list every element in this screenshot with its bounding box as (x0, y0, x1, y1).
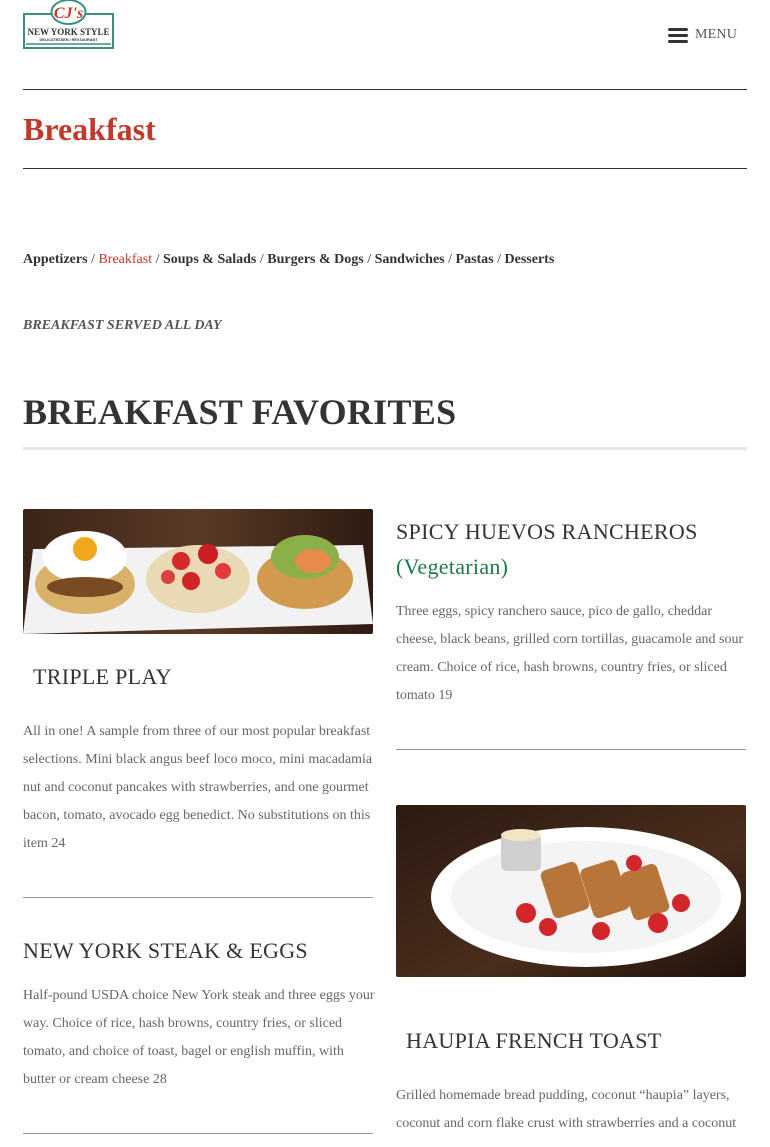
logo-style-text: NEW YORK STYLE (27, 27, 110, 37)
item-name-text: SPICY HUEVOS RANCHEROS (396, 519, 698, 544)
header-divider (23, 89, 747, 90)
item-name-huevos-rancheros (396, 514, 746, 584)
item-desc-haupia-french-toast: Grilled homemade bread pudding, coconut “haupia” layers, coconut and corn flake crust with strawberries and a coconut (396, 1088, 737, 1131)
menu-label: MENU (695, 27, 738, 42)
menu-button[interactable] (668, 24, 737, 46)
hamburger-icon (668, 28, 688, 43)
served-all-day-note: BREAKFAST SERVED ALL DAY (23, 318, 222, 333)
category-separator: / (493, 252, 505, 267)
triple-play-photo (23, 509, 373, 634)
category-link-pastas[interactable]: Pastas (455, 252, 494, 267)
item-name-haupia-french-toast: HAUPIA FRENCH TOAST (406, 1028, 662, 1053)
category-separator: / (444, 252, 456, 267)
haupia-french-toast-photo (396, 805, 746, 977)
logo-sub-text: DELICATESSEN / RESTAURANT (39, 38, 98, 42)
item-desc-ny-steak-eggs: Half-pound USDA choice New York steak and three eggs your way. Choice of rice, hash browns, country fries, or sliced tomato, and choice of toast, bagel or english muffin, with butter or cream cheese 28 (23, 988, 375, 1087)
item-divider (23, 1133, 373, 1134)
item-name-ny-steak-eggs: NEW YORK STEAK & EGGS (23, 938, 308, 963)
category-separator: / (363, 252, 375, 267)
item-desc-huevos-rancheros: Three eggs, spicy ranchero sauce, pico de gallo, cheddar cheese, black beans, grilled corn tortillas, guacamole and sour cream. Choice of rice, hash browns, country fries, or sliced tomato 19 (396, 604, 744, 703)
item-divider (396, 749, 746, 750)
category-separator: / (256, 252, 268, 267)
category-link-appetizers[interactable]: Appetizers (23, 252, 88, 267)
section-title: BREAKFAST FAVORITES (23, 392, 457, 432)
category-nav (23, 251, 554, 269)
category-separator: / (87, 252, 99, 267)
vegetarian-tag: (Vegetarian) (396, 554, 509, 579)
category-separator: / (152, 252, 163, 267)
category-link-soups-salads[interactable]: Soups & Salads (162, 252, 257, 267)
category-link-desserts[interactable]: Desserts (504, 252, 555, 267)
title-divider (23, 168, 747, 169)
page-title: Breakfast (23, 111, 156, 147)
category-link-burgers-dogs[interactable]: Burgers & Dogs (267, 252, 364, 267)
category-link-breakfast[interactable]: Breakfast (98, 252, 153, 267)
item-name-triple-play: TRIPLE PLAY (33, 664, 172, 689)
item-divider (23, 897, 373, 898)
category-link-sandwiches[interactable]: Sandwiches (374, 252, 445, 267)
item-desc-triple-play: All in one! A sample from three of our most popular breakfast selections. Mini black angus beef loco moco, mini macadamia nut and coconut pancakes with strawberries, and one gourmet bacon, tomato, avocado egg benedict. No substitutions on this item 24 (23, 724, 373, 851)
section-divider (23, 447, 747, 450)
cjs-logo[interactable] (23, 0, 114, 50)
logo-script-text: CJ's (53, 5, 84, 22)
